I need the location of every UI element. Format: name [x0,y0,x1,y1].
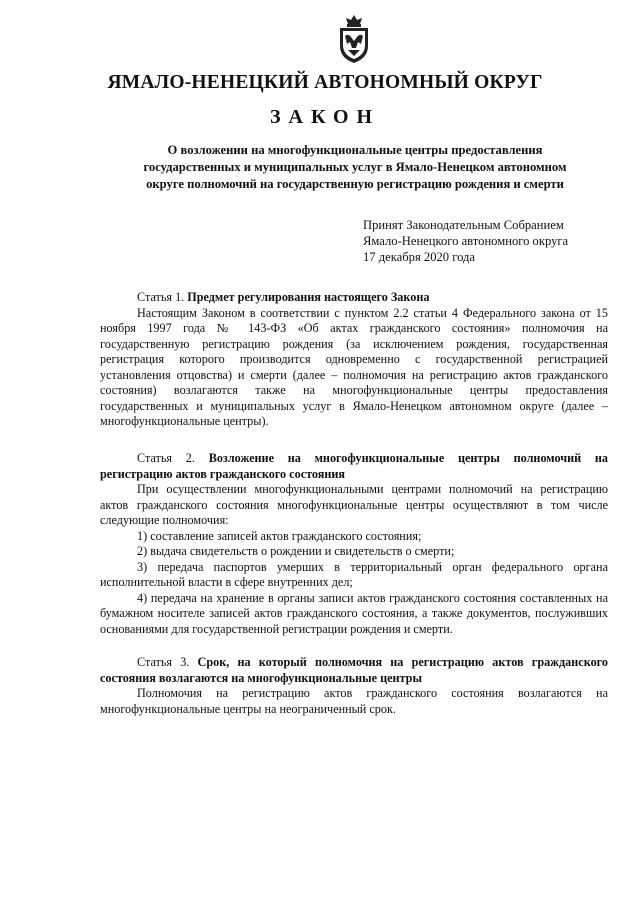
article-paragraph: Полномочия на регистрацию актов гражданского состояния возлагаются на многофункциональные центры на неограниченный срок. [100,686,608,716]
region-name: ЯМАЛО-НЕНЕЦКИЙ АВТОНОМНЫЙ ОКРУГ [107,72,543,93]
article-title: Предмет регулирования настоящего Закона [187,290,430,304]
adoption-line: Ямало-Ненецкого автономного округа [363,234,569,248]
article-heading [100,451,608,482]
document-type: ЗАКОН [269,106,381,128]
adoption-line: Принят Законодательным Собранием [363,218,564,232]
adoption-note [363,217,568,265]
list-item: 3) передача паспортов умерших в территориальный орган федерального органа исполнительной власти в сфере внутренних дел; [100,559,608,589]
article-title: Срок, на который полномочия на регистрацию актов гражданского состояния возлагаются на многофункциональные центры [100,655,608,685]
law-title-line: государственных и муниципальных услуг в Ямало-Ненецком автономном [143,160,567,174]
article-paragraph: При осуществлении многофункциональными центрами полномочий на регистрацию актов гражданского состояния многофункциональные центры осуществляют в том числе следующие полномочия: [100,482,608,527]
law-title-line: О возложении на многофункциональные центры предоставления [167,143,543,157]
article-number: Статья 3. [137,655,190,669]
article-title: Возложение на многофункциональные центры полномочий на регистрацию актов гражданского состояния [100,451,609,481]
article-number: Статья 1. [137,290,185,304]
list-item: 2) выдача свидетельств о рождении и свидетельств о смерти; [137,544,455,558]
article-heading [100,655,608,686]
coat-of-arms-emblem [336,14,372,64]
law-title [100,142,610,193]
article-paragraph: Настоящим Законом в соответствии с пунктом 2.2 статьи 4 Федерального закона от 15 ноября 1997 года № 143-ФЗ «Об актах гражданского состояния» полномочия на государственную регистрацию рождения (за исключением рождения, государственная регистрация которого производится одновременно с государственной регистрацией установления отцовства) и смерти (далее – полномочия на регистрацию актов гражданского состояния) возлагаются также на многофункциональные центры предоставления государственных и муниципальных услуг в Ямало-Ненецком автономном округе (далее – многофункциональные центры). [100,305,608,428]
list-item: 1) составление записей актов гражданского состояния; [137,528,422,543]
article-1 [100,290,608,430]
article-number: Статья 2. [137,451,195,465]
article-3 [100,655,608,717]
list-item: 4) передача на хранение в органы записи актов гражданского состояния составленных на бумажном носителе записей актов гражданского состояния, а также документов, послуживших основаниями для государственной регистрации рождения и смерти. [100,590,608,636]
article-heading [100,290,608,306]
adoption-date: 17 декабря 2020 года [363,250,476,264]
article-2 [100,451,608,637]
law-title-line: округе полномочий на государственную регистрацию рождения и смерти [146,177,564,191]
